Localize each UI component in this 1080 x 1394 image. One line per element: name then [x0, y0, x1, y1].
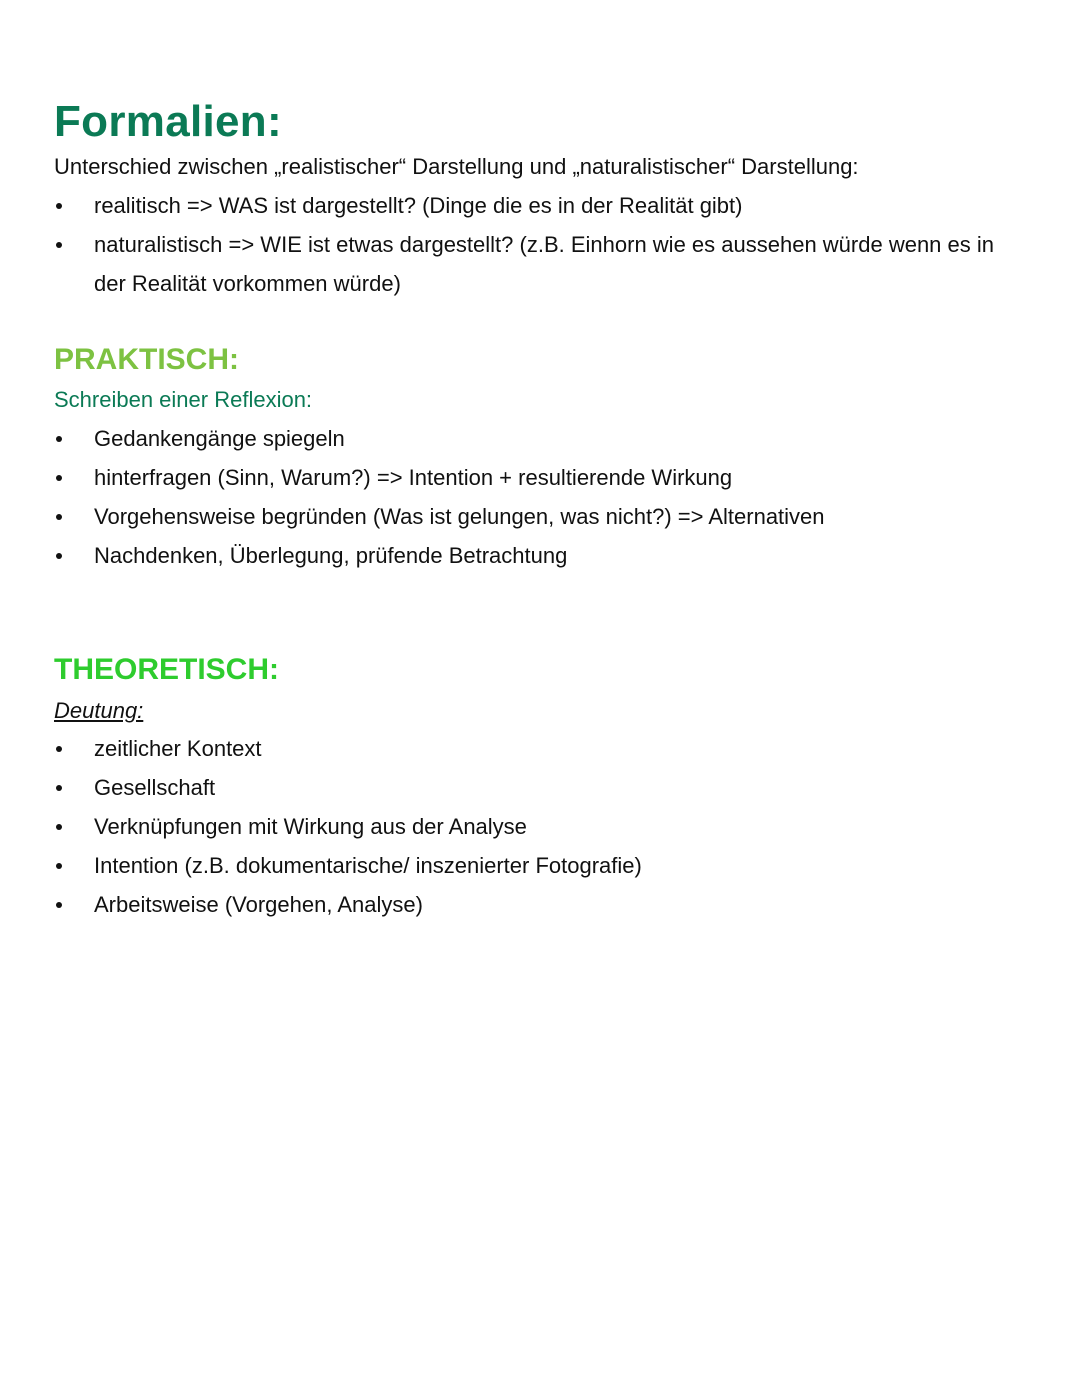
list-item	[0, 768, 1040, 807]
list-item-text: naturalistisch => WIE ist etwas dargestellt? (z.B. Einhorn wie es aussehen würde wenn es in der Realität vorkommen würde)	[94, 232, 995, 296]
list-item-text: realitisch => WAS ist dargestellt? (Dinge die es in der Realität gibt)	[94, 193, 743, 218]
list-item	[0, 536, 1040, 575]
bullet-icon	[56, 824, 62, 830]
list-item	[0, 225, 1040, 303]
bullet-icon	[56, 746, 62, 752]
list-item	[0, 458, 1040, 497]
bullet-icon	[56, 475, 62, 481]
list-item-text: Intention (z.B. dokumentarische/ inszenierter Fotografie)	[94, 853, 642, 878]
praktisch-list	[0, 419, 1040, 575]
list-item	[0, 729, 1040, 768]
list-item	[0, 186, 1040, 225]
praktisch-title: PRAKTISCH:	[54, 343, 239, 376]
list-item	[0, 885, 1040, 924]
bullet-icon	[56, 203, 62, 209]
formalien-list	[0, 186, 1040, 303]
bullet-icon	[56, 785, 62, 791]
bullet-icon	[56, 902, 62, 908]
formalien-title: Formalien:	[54, 97, 282, 146]
list-item	[0, 497, 1040, 536]
list-item	[0, 807, 1040, 846]
bullet-icon	[56, 553, 62, 559]
bullet-icon	[56, 863, 62, 869]
praktisch-subtitle: Schreiben einer Reflexion:	[54, 387, 313, 412]
theoretisch-subtitle: Deutung:	[54, 698, 144, 723]
list-item-text: Arbeitsweise (Vorgehen, Analyse)	[94, 892, 423, 917]
list-item-text: Verknüpfungen mit Wirkung aus der Analyse	[94, 814, 527, 839]
list-item-text: Vorgehensweise begründen (Was ist gelungen, was nicht?) => Alternativen	[94, 504, 825, 529]
list-item	[0, 419, 1040, 458]
list-item-text: hinterfragen (Sinn, Warum?) => Intention + resultierende Wirkung	[94, 465, 733, 490]
list-item-text: Nachdenken, Überlegung, prüfende Betrachtung	[94, 543, 568, 568]
list-item	[0, 846, 1040, 885]
theoretisch-list	[0, 729, 1040, 924]
list-item-text: Gedankengänge spiegeln	[94, 426, 345, 451]
formalien-intro: Unterschied zwischen „realistischer“ Darstellung und „naturalistischer“ Darstellung:	[54, 154, 859, 179]
bullet-icon	[56, 242, 62, 248]
list-item-text: Gesellschaft	[94, 775, 216, 800]
list-item-text: zeitlicher Kontext	[94, 736, 262, 761]
bullet-icon	[56, 436, 62, 442]
theoretisch-title: THEORETISCH:	[54, 653, 279, 686]
bullet-icon	[56, 514, 62, 520]
